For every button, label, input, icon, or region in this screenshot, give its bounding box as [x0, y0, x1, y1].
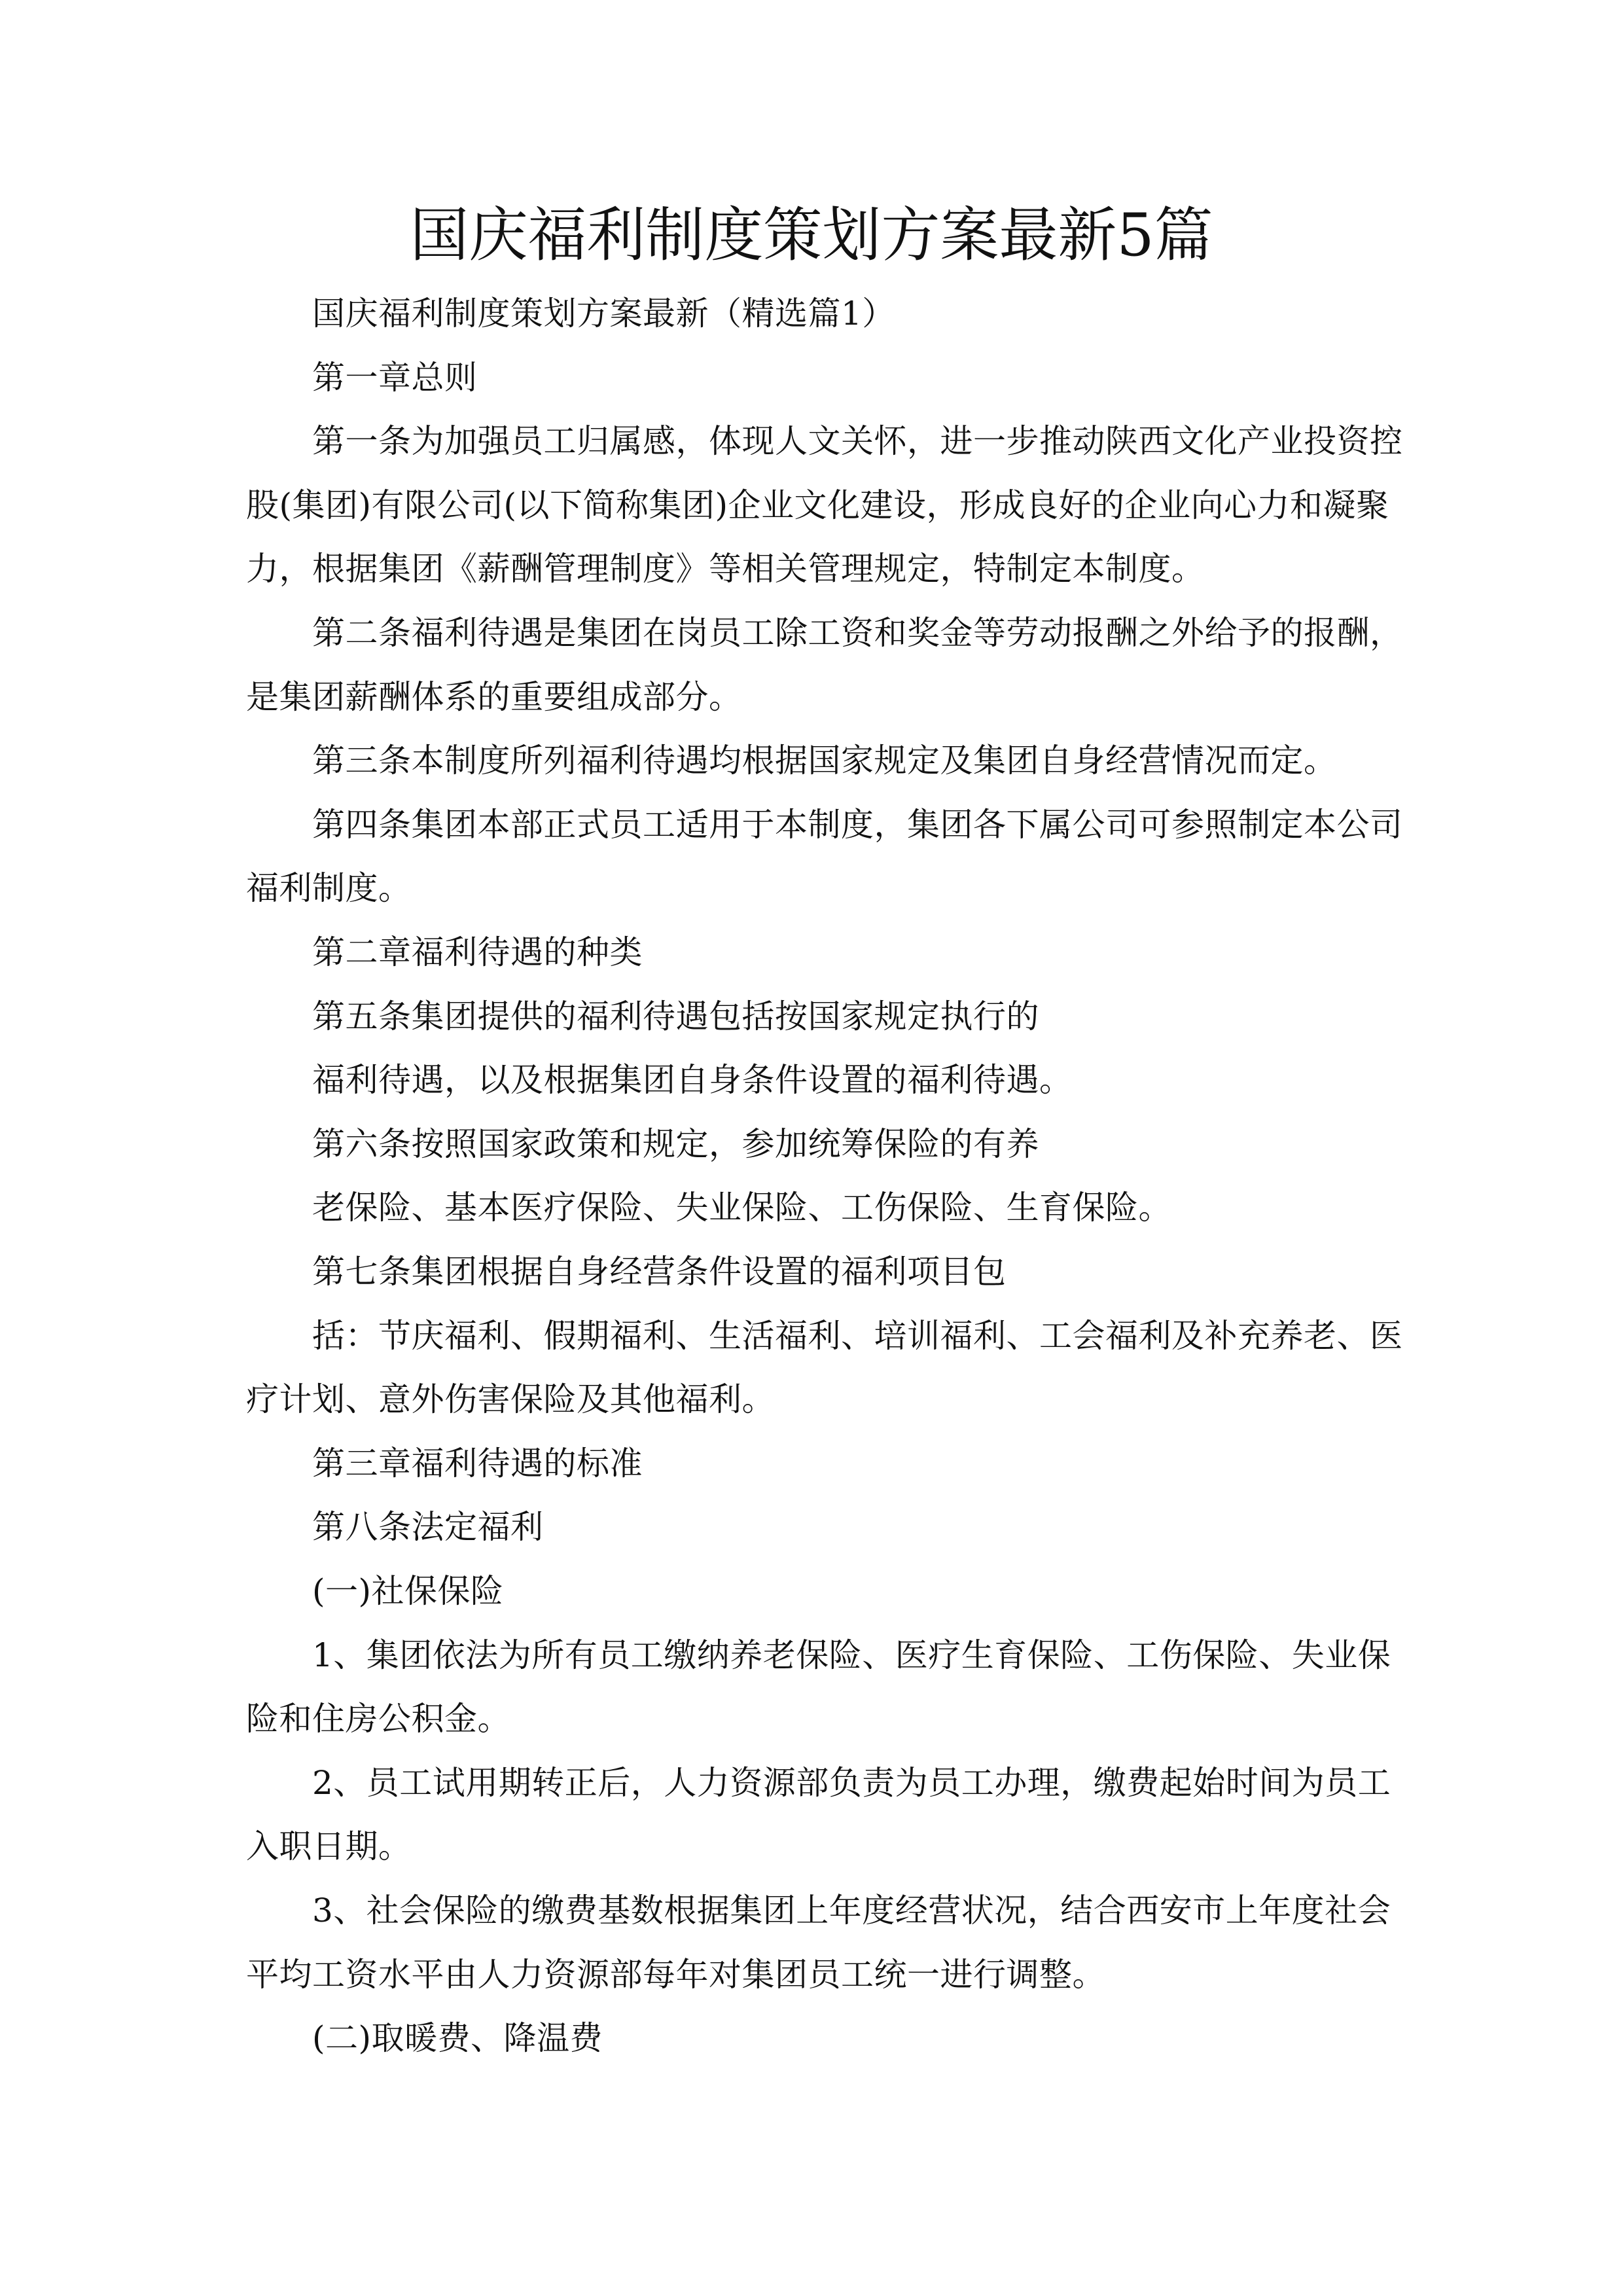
text-line: 第六条按照国家政策和规定，参加统筹保险的有养 [312, 1124, 1039, 1163]
text-line: 2、员工试用期转正后，人力资源部负责为员工办理，缴费起始时间为员工 [312, 1763, 1391, 1802]
text-line: 第五条集团提供的福利待遇包括按国家规定执行的 [312, 997, 1039, 1035]
document-title: 国庆福利制度策划方案最新5篇 [410, 201, 1213, 270]
text-line: (二)取暖费、降温费 [312, 2019, 603, 2058]
text-line: 第三条本制度所列福利待遇均根据国家规定及集团自身经营情况而定。 [312, 742, 1337, 780]
text-line: 福利制度。 [246, 869, 412, 908]
text-line: 第七条集团根据自身经营条件设置的福利项目包 [312, 1253, 1007, 1291]
text-line: 福利待遇，以及根据集团自身条件设置的福利待遇。 [312, 1061, 1073, 1100]
text-line: 第二章福利待遇的种类 [312, 933, 643, 971]
text-line: 股(集团)有限公司(以下简称集团)企业文化建设，形成良好的企业向心力和凝聚 [246, 486, 1389, 524]
text-line: 第三章福利待遇的标准 [312, 1444, 643, 1482]
text-line: 是集团薪酬体系的重要组成部分。 [246, 677, 742, 716]
text-line: 第二条福利待遇是集团在岗员工除工资和奖金等劳动报酬之外给予的报酬， [312, 614, 1403, 652]
text-line: (一)社保保险 [312, 1572, 504, 1610]
text-line: 疗计划、意外伤害保险及其他福利。 [246, 1380, 775, 1419]
text-line: 老保险、基本医疗保险、失业保险、工伤保险、生育保险。 [312, 1189, 1171, 1227]
text-line: 第八条法定福利 [312, 1508, 544, 1547]
text-line: 第一条为加强员工归属感，体现人文关怀，进一步推动陕西文化产业投资控 [312, 422, 1403, 461]
text-line: 入职日期。 [246, 1827, 412, 1866]
text-line: 第一章总则 [312, 358, 478, 397]
text-line: 国庆福利制度策划方案最新（精选篇1） [312, 295, 895, 332]
text-line: 险和住房公积金。 [246, 1700, 510, 1738]
text-line: 平均工资水平由人力资源部每年对集团员工统一进行调整。 [246, 1955, 1105, 1994]
text-line: 力，根据集团《薪酬管理制度》等相关管理规定，特制定本制度。 [246, 550, 1205, 588]
text-line: 1、集团依法为所有员工缴纳养老保险、医疗生育保险、工伤保险、失业保 [312, 1636, 1391, 1674]
text-line: 第四条集团本部正式员工适用于本制度，集团各下属公司可参照制定本公司 [312, 805, 1403, 844]
text-line: 3、社会保险的缴费基数根据集团上年度经营状况，结合西安市上年度社会 [312, 1892, 1391, 1929]
text-line: 括：节庆福利、假期福利、生活福利、培训福利、工会福利及补充养老、医 [312, 1316, 1403, 1355]
